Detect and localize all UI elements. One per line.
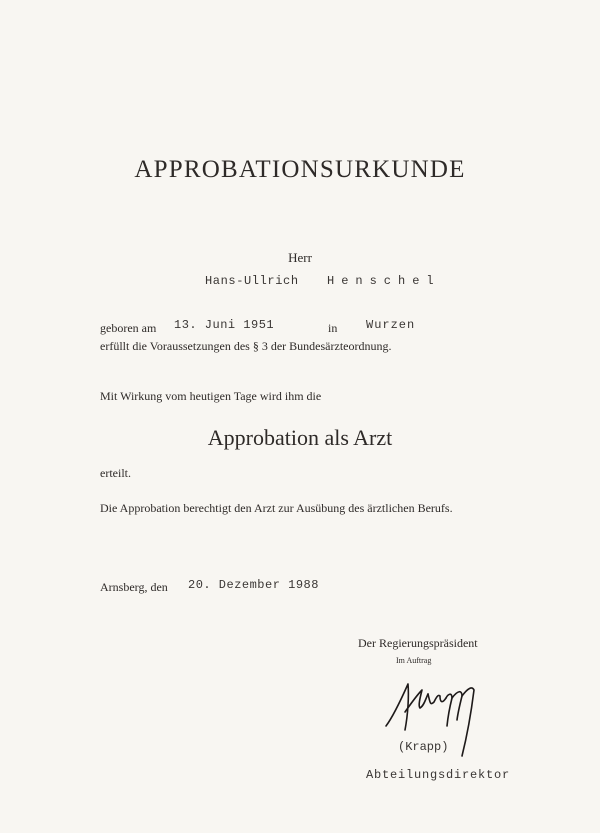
born-label: geboren am: [100, 321, 157, 335]
signer-position: Abteilungsdirektor: [366, 768, 511, 782]
effect-text: Mit Wirkung vom heutigen Tage wird ihm die: [100, 389, 322, 403]
issue-date: 20. Dezember 1988: [188, 578, 319, 592]
birth-place: Wurzen: [366, 318, 416, 332]
entitles-text: Die Approbation berechtigt den Arzt zur Ausübung des ärztlichen Berufs.: [100, 501, 453, 515]
granted-text: erteilt.: [100, 466, 131, 480]
last-name: Henschel: [327, 274, 441, 288]
certificate-title: APPROBATIONSURKUNDE: [134, 156, 466, 183]
fulfills-text: erfüllt die Voraussetzungen des § 3 der Bundesärzteordnung.: [100, 339, 392, 353]
first-name: Hans-Ullrich: [205, 274, 299, 288]
place-date-label: Arnsberg, den: [100, 580, 168, 594]
birth-date: 13. Juni 1951: [174, 318, 275, 332]
issuing-authority: Der Regierungspräsident: [358, 636, 478, 650]
approbation-heading: Approbation als Arzt: [207, 425, 393, 450]
signer-name: (Krapp): [398, 740, 449, 754]
in-label: in: [328, 321, 338, 335]
salutation: Herr: [288, 250, 312, 265]
by-order-note: Im Auftrag: [396, 656, 432, 665]
